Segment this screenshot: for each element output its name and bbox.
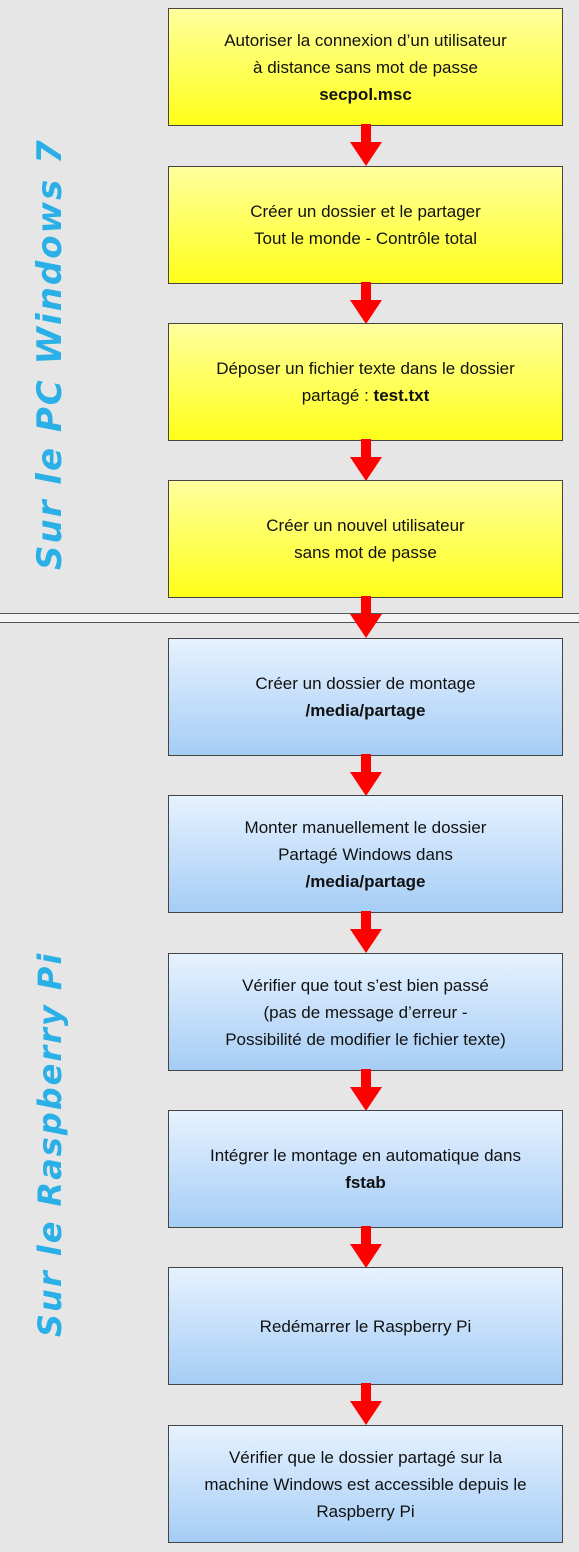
- arrow-down-icon: [350, 439, 382, 481]
- step-box-1: [168, 8, 563, 126]
- step-8-file: fstab: [345, 1173, 386, 1192]
- step-3-file: test.txt: [373, 386, 430, 405]
- step-2-line-2: Tout le monde - Contrôle total: [253, 229, 477, 248]
- step-3-text: partagé :: [301, 386, 374, 405]
- step-box-7: [168, 953, 563, 1071]
- step-box-2: [168, 166, 563, 284]
- step-box-3: [168, 323, 563, 441]
- arrow-down-icon: [350, 911, 382, 953]
- step-1-command: secpol.msc: [319, 84, 412, 104]
- step-10-line-2: machine Windows est accessible depuis le: [204, 1474, 527, 1494]
- arrow-down-icon: [350, 754, 382, 796]
- step-1-line-2: à distance sans mot de passe: [253, 57, 478, 77]
- step-3-line-1: Déposer un fichier texte dans le dossier: [216, 359, 515, 378]
- step-box-9: [168, 1267, 563, 1385]
- step-10-line-3: Raspberry Pi: [316, 1501, 415, 1521]
- step-6-line-1: Monter manuellement le dossier: [244, 817, 487, 837]
- arrow-down-icon: [350, 596, 382, 638]
- step-box-8: [168, 1110, 563, 1228]
- section-separator: [0, 613, 579, 623]
- step-2-line-1: Créer un dossier et le partager: [250, 202, 481, 221]
- step-10-line-1: Vérifier que le dossier partagé sur la: [228, 1447, 503, 1467]
- section-label-windows: Sur le PC Windows 7: [30, 138, 70, 570]
- step-7-line-2: (pas de message d’erreur -: [263, 1002, 468, 1022]
- step-7-line-1: Vérifier que tout s’est bien passé: [242, 975, 489, 995]
- section-label-raspberry: Sur le Raspberry Pi: [31, 951, 69, 1337]
- step-4-line-1: Créer un nouvel utilisateur: [266, 516, 465, 535]
- step-6-line-2: Partagé Windows dans: [278, 844, 453, 864]
- arrow-down-icon: [350, 1069, 382, 1111]
- step-box-4: [168, 480, 563, 598]
- step-box-6: [168, 795, 563, 913]
- step-3-line-2: [302, 382, 430, 409]
- step-6-path: /media/partage: [305, 871, 426, 891]
- step-7-line-3: Possibilité de modifier le fichier texte): [225, 1029, 506, 1049]
- arrow-down-icon: [350, 1226, 382, 1268]
- step-box-5: [168, 638, 563, 756]
- arrow-down-icon: [350, 124, 382, 166]
- step-9-line-1: Redémarrer le Raspberry Pi: [259, 1316, 472, 1336]
- step-5-line-1: Créer un dossier de montage: [255, 674, 476, 693]
- step-5-path: /media/partage: [305, 701, 426, 720]
- step-8-line-1: Intégrer le montage en automatique dans: [210, 1146, 521, 1165]
- step-box-10: [168, 1425, 563, 1543]
- arrow-down-icon: [350, 282, 382, 324]
- arrow-down-icon: [350, 1383, 382, 1425]
- step-4-line-2: sans mot de passe: [294, 543, 437, 562]
- step-1-line-1: Autoriser la connexion d’un utilisateur: [224, 30, 507, 50]
